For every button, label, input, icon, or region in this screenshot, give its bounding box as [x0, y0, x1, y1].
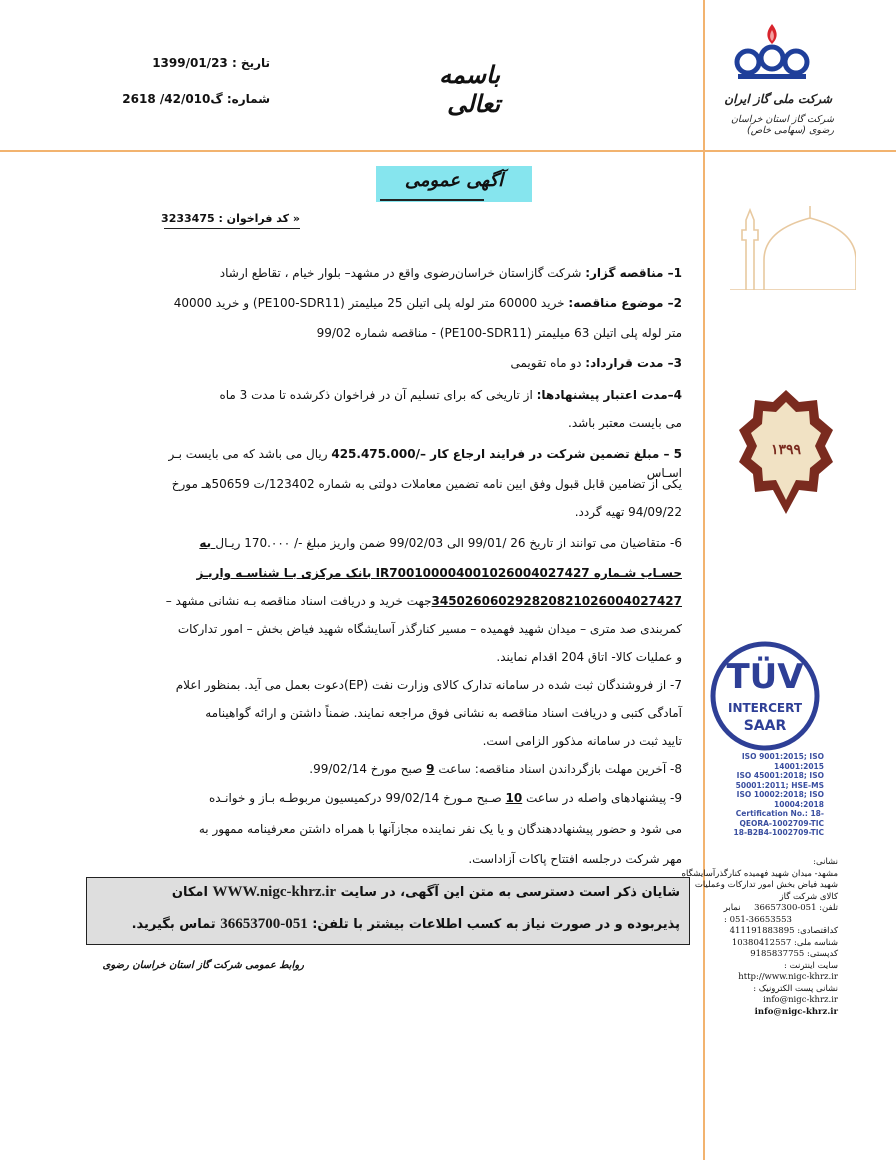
tuv-certification-logo-icon	[709, 640, 821, 752]
item-6-line1: 6- متقاضیان می توانند از تاریخ 26 /99/01 الی 99/02/03 ضمن واریز مبلغ -/ 170.۰۰۰ ریـال	[215, 536, 682, 550]
letter-number: شماره: گ42/010/ 2618	[122, 92, 270, 106]
item-8	[150, 760, 682, 779]
item-2-label: 2– موضوع مناقصه:	[568, 296, 682, 310]
site-url[interactable]: http://www.nigc-khrz.ir	[738, 972, 838, 982]
public-relations-signature: روابط عمومی شرکت گاز استان خراسان رضوی	[102, 960, 304, 971]
cert-line: Certification No.: 18-QEORA-1002709-TIC	[735, 809, 824, 828]
email-address[interactable]: info@nigc-khrz.ir	[754, 1006, 838, 1017]
item-9-hour: 10	[505, 791, 523, 805]
horizontal-divider	[0, 150, 896, 152]
item-8-text-a: 8- آخرین مهلت بازگرداندن اسناد مناقصه: ساعت	[434, 762, 682, 776]
national-id: شناسه ملی: 10380412557	[731, 937, 838, 948]
item-6	[150, 534, 682, 553]
notice-box-line2	[96, 916, 680, 933]
contact-info	[681, 857, 838, 1018]
item-5-line1: ریال می باشد که می بایست بـر اسـاس	[168, 447, 682, 480]
item-4-line2: می بایست معتبر باشد.	[568, 416, 682, 430]
address-line: کالای شرکت گاز	[779, 891, 838, 902]
shrine-outline-icon	[724, 200, 856, 290]
item-2-line1: خرید 60000 متر لوله پلی اتیلن 25 میلیمتر (PE100-SDR11) و خرید 40000	[173, 296, 569, 310]
title-underline	[380, 199, 484, 201]
basmala-heading: باسمه تعالی	[439, 60, 500, 118]
postal-code: کدپستی: 9185837755	[750, 949, 838, 959]
item-1	[150, 264, 682, 283]
notice-box-text-a: شایان ذکر است دسترسی به متن این آگهی، در سایت	[336, 885, 680, 900]
item-9-text-b: صـبح مـورخ 99/02/14 درکمیسیون مربوطـه بـاز و خوانـده	[209, 791, 506, 805]
cert-line: ISO 45001:2018; ISO 50001:2011; HSE-MS	[735, 771, 824, 790]
item-9-text-a: 9- پیشنهادهای واصله در ساعت	[522, 791, 682, 805]
item-2-line2: متر لوله پلی اتیلن 63 میلیمتر (PE100-SDR11) - مناقصه شماره 99/02	[316, 326, 682, 340]
tender-code: « کد فراخوان : 3233475	[161, 212, 300, 225]
cert-line: 18-B2B4-1002709-TIC	[733, 828, 824, 837]
contact-phone: تلفن: 051-36657300	[754, 903, 838, 913]
item-6-cont3	[150, 620, 682, 639]
address-line: شهید فیاض بخش امور تدارکات وعملیات	[694, 880, 838, 890]
svg-text:۱۳۹۹: ۱۳۹۹	[770, 442, 802, 458]
item-2	[150, 294, 682, 313]
address-line: مشهد- میدان شهید فهمیده کنارگذرآسایشگاه	[681, 868, 838, 879]
cert-line: ISO 10002:2018; ISO 10004:2018	[736, 790, 824, 809]
item-9-cont2	[150, 850, 682, 869]
item-8-text-b: صبح مورخ 99/02/14.	[309, 762, 427, 776]
item-9-cont	[150, 820, 682, 839]
item-6-line3: جهت خرید و دریافت اسناد مناقصه بـه نشانی مشهد –	[165, 594, 432, 608]
logo-caption-national: شرکت ملی گاز ایران	[724, 92, 832, 106]
item-6-line4: کمربندی صد متری – میدان شهید فهمیده – مسیر کنارگذر آسایشگاه شهید فیاض بخش – امور تدارکات	[177, 622, 682, 636]
notice-box-text-d: تماس بگیرید.	[131, 917, 221, 932]
economic-code: کداقتصادی: 411191883895	[729, 926, 838, 936]
svg-text:TÜV: TÜV	[726, 657, 804, 697]
item-3-text: دو ماه تقویمی	[510, 356, 586, 370]
item-7	[150, 676, 682, 695]
item-6-cont	[150, 564, 682, 583]
tender-code-underline	[164, 228, 300, 229]
site-label: سایت اینترنت :	[784, 960, 838, 971]
item-7-line3: تایید ثبت در سامانه مذکور الزامی است.	[482, 734, 682, 748]
year-slogan-emblem-icon	[735, 388, 837, 516]
item-3-label: 3– مدت قرارداد:	[585, 356, 682, 370]
item-1-text: شرکت گازاستان خراسان‌رضوی واقع در مشهد– بلوار خیام ، تقاطع ارشاد	[219, 266, 586, 280]
item-4-cont	[150, 414, 682, 433]
item-6-line2: حسـاب شـماره IR700100004001026004027427 بانک مرکزی بـا شناسـه واریـز	[196, 566, 682, 580]
item-7-line2: آمادگی کتبی و دریافت اسناد مناقصه به نشانی فوق مراجعه نمایند. ضمناً داشتن و ارائه گواهینامه	[205, 706, 682, 720]
cert-line: ISO 9001:2015; ISO 14001:2015	[741, 752, 824, 771]
item-6-cont2	[150, 592, 682, 611]
email-label: نشانی پست الکترونیک :	[753, 983, 838, 994]
nigc-logo-icon	[734, 22, 810, 86]
item-4	[150, 386, 682, 405]
notice-title: آگهی عمومی	[404, 170, 504, 191]
phone-line	[710, 903, 838, 915]
notice-box-text-b: امکان	[171, 885, 213, 900]
item-9-line3: مهر شرکت درجلسه افتتاح پاکات آزاداست.	[468, 852, 682, 866]
item-4-line1: از تاریخی که برای تسلیم آن در فراخوان ذکرشده تا مدت 3 ماه	[219, 388, 537, 402]
notice-box-text-c: پذیربوده و در صورت نیاز به کسب اطلاعات بیشتر با تلفن:	[307, 917, 680, 932]
item-4-label: 4–مدت اعتبار پیشنهادها:	[536, 388, 682, 402]
item-9	[150, 789, 682, 808]
item-5-cont2	[150, 503, 682, 522]
website-link[interactable]: WWW.nigc-khrz.ir	[212, 884, 337, 900]
item-5-line2: یکی از تضامین قابل قبول وفق ایین نامه تضمین معاملات دولتی به شماره 123402/ت 50659هـ مورخ	[171, 477, 682, 491]
certification-list	[712, 752, 824, 838]
item-5-line3: 94/09/22 تهیه گردد.	[574, 505, 682, 519]
email-address[interactable]: info@nigc-khrz.ir	[763, 995, 838, 1005]
letter-date: تاریخ : 1399/01/23	[152, 56, 270, 70]
item-3	[150, 354, 682, 373]
item-6-cont4	[150, 648, 682, 667]
phone-number: 051-36653700	[220, 916, 308, 932]
item-9-line2: می شود و حضور پیشنهاددهندگان و یا یک نفر نماینده مجازآنها با همراه داشتن معرفینامه ممهور به	[198, 822, 682, 836]
item-7-cont	[150, 704, 682, 723]
notice-box-line1	[96, 884, 680, 901]
item-6-line1-bold: به	[199, 536, 216, 550]
item-8-hour: 9	[426, 762, 435, 776]
item-6-line5: و عملیات کالا- اتاق 204 اقدام نمایند.	[496, 650, 682, 664]
item-7-line1: 7- از فروشندگان ثبت شده در سامانه تدارک کالای وزارت نفت (EP)دعوت بعمل می آید. بمنظور اعلام	[175, 678, 682, 692]
fax-number: 051-36653553 :	[724, 914, 792, 925]
fax-label: نمابر	[723, 903, 741, 913]
item-6-payment-id: 345026060292820821026004027427	[431, 594, 682, 608]
item-1-label: 1– مناقصه گزار:	[585, 266, 682, 280]
address-label: نشانی:	[813, 857, 838, 867]
item-5-cont	[150, 475, 682, 494]
svg-text:SAAR: SAAR	[743, 718, 787, 734]
item-7-cont2	[150, 732, 682, 751]
logo-caption-province: شرکت گاز استان خراسان رضوی (سهامی خاص)	[730, 114, 834, 136]
item-5-label: 5 – مبلغ تضمین شرکت در فرایند ارجاع کار –/425.475.000	[331, 447, 682, 461]
vertical-divider	[703, 0, 705, 1160]
svg-text:INTERCERT: INTERCERT	[727, 701, 803, 715]
item-2-cont	[150, 324, 682, 343]
